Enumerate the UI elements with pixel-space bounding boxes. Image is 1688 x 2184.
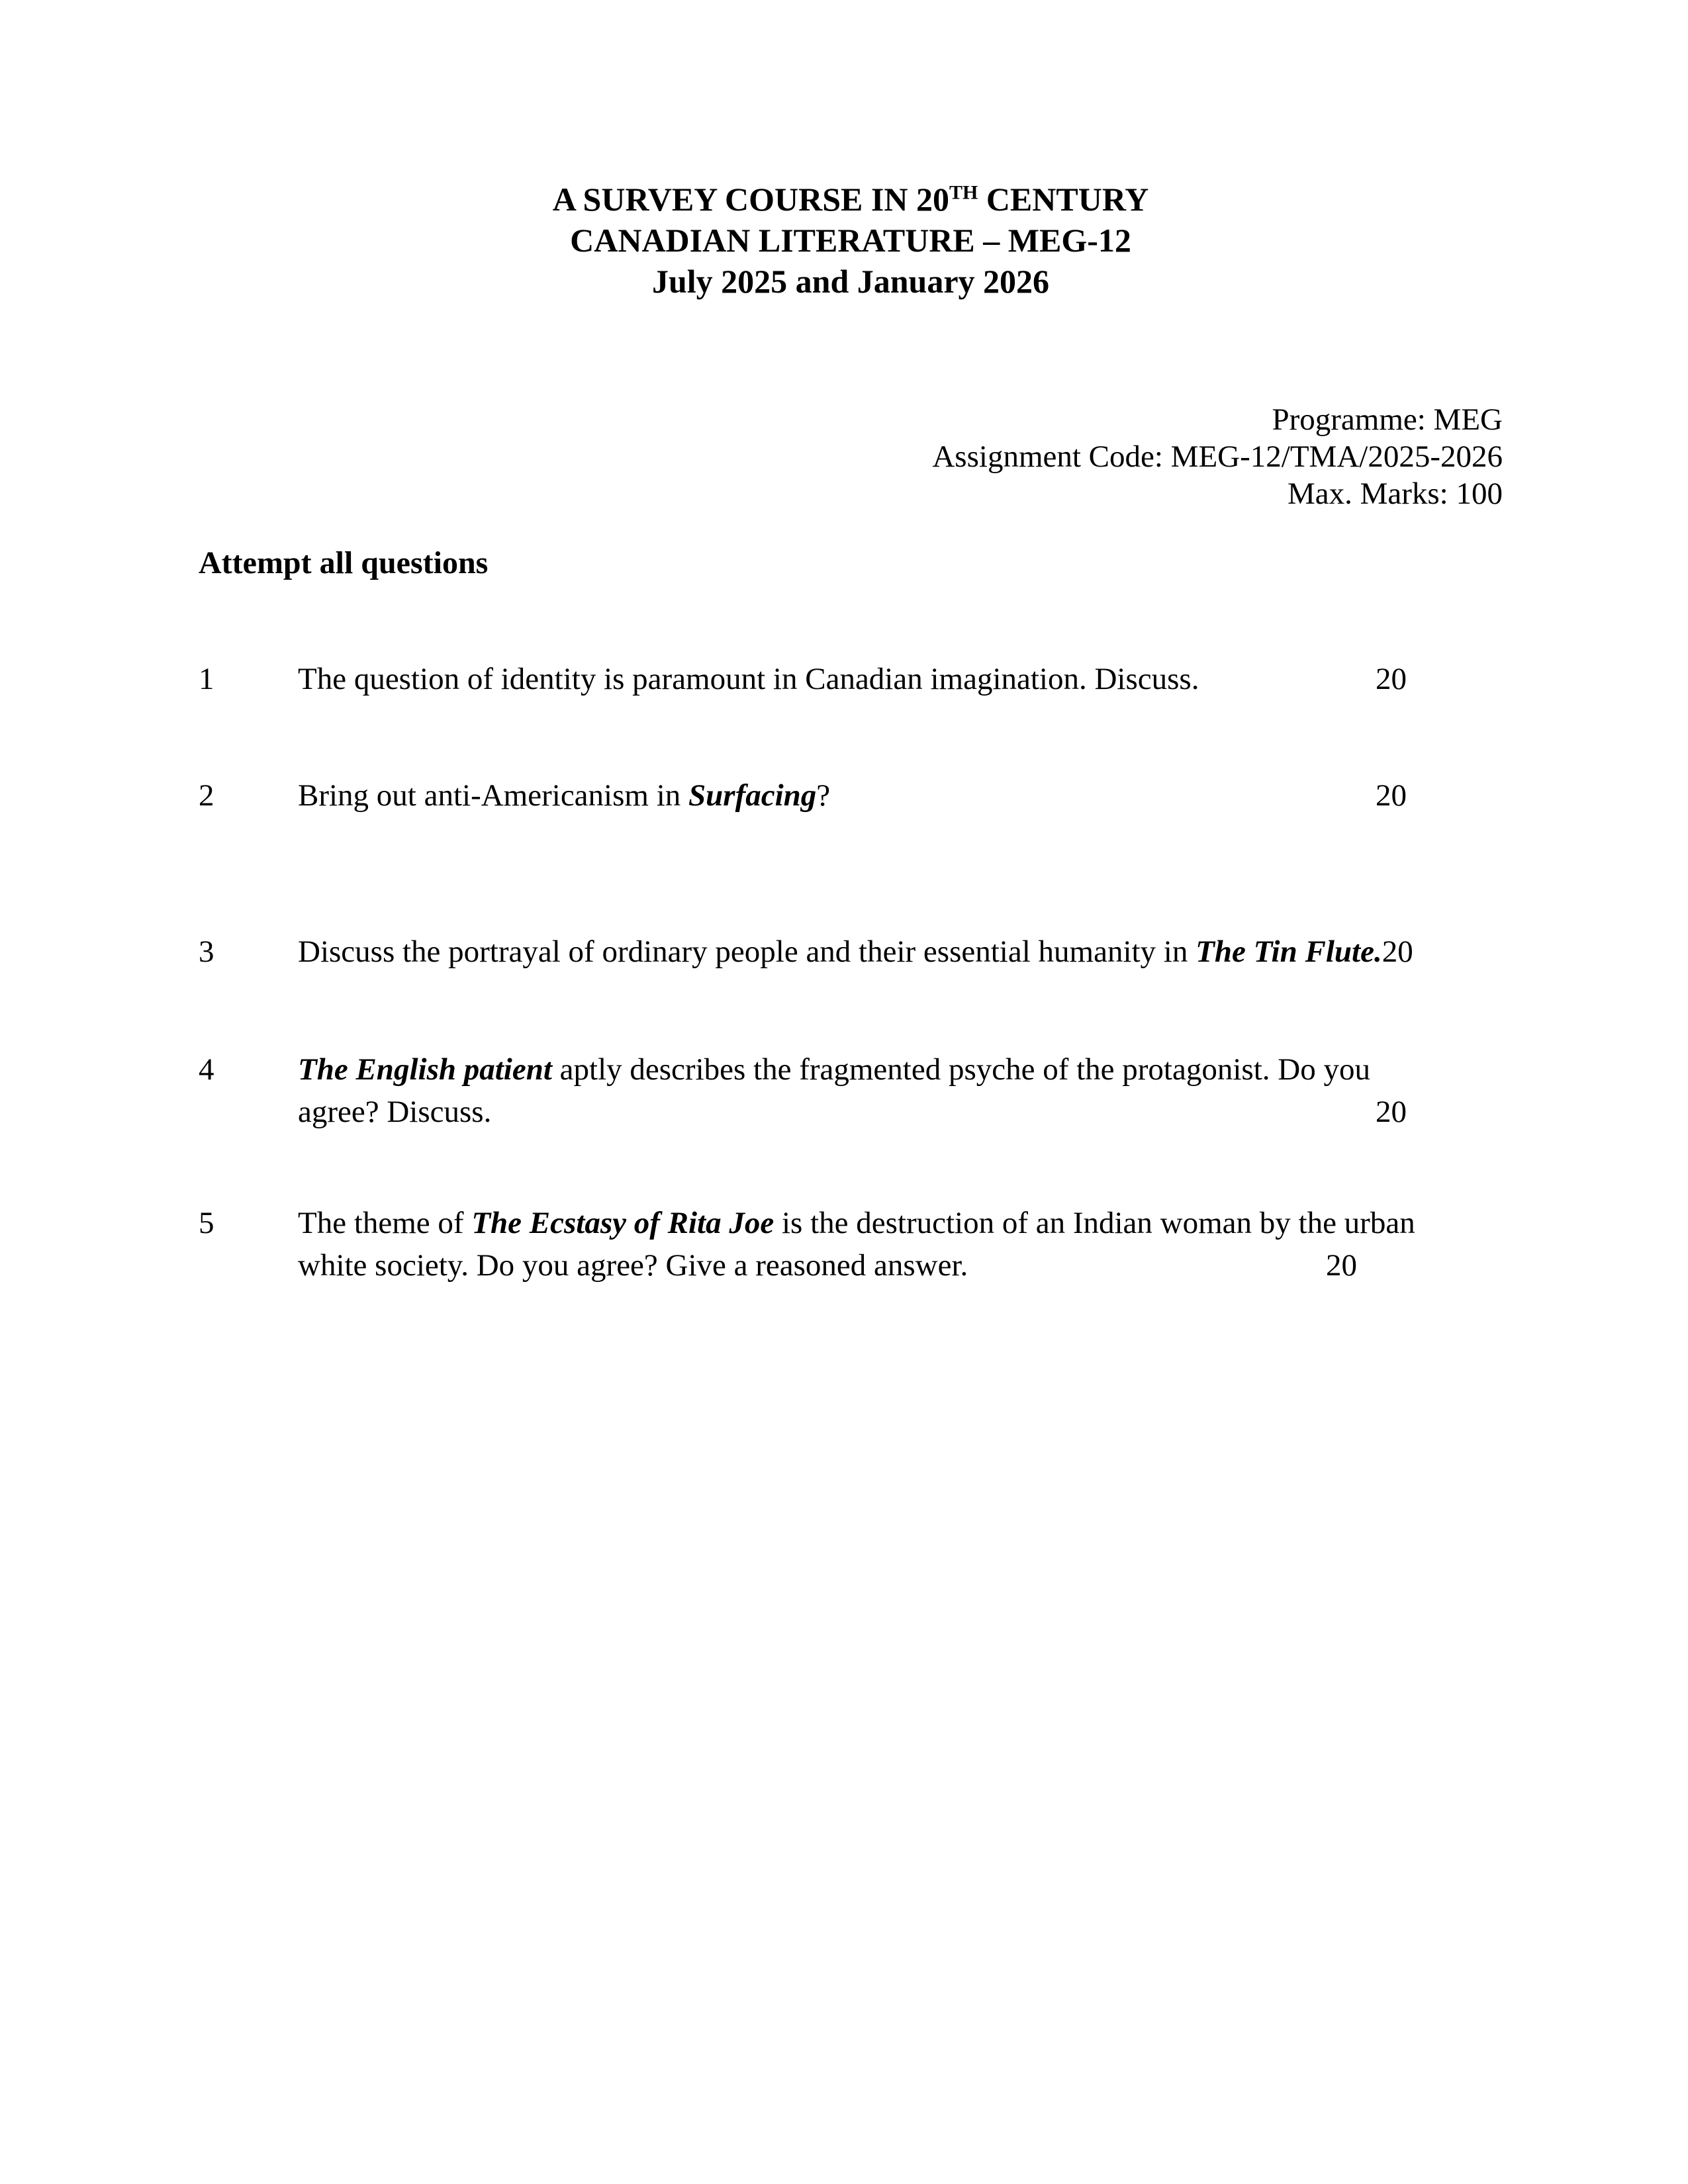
document-title: [199, 179, 1503, 302]
question-text: [298, 658, 1503, 700]
instruction-heading: Attempt all questions: [199, 545, 489, 580]
assignment-info-block: [199, 401, 1503, 512]
question-marks: 20: [1376, 662, 1407, 696]
question-row-4: [199, 1048, 1503, 1133]
text-segment: CANADIAN LITERATURE – MEG-12: [570, 222, 1131, 259]
question-number: 4: [199, 1052, 214, 1087]
text-segment: A SURVEY COURSE IN 20: [552, 181, 949, 218]
question-text: [298, 931, 1503, 973]
question-row-2: [199, 774, 1503, 817]
text-segment: aptly describes the fragmented psyche of the protagonist. Do you: [551, 1052, 1370, 1087]
question-row-5: [199, 1202, 1503, 1287]
question-text: [298, 1202, 1503, 1287]
text-segment: July 2025 and January 2026: [651, 263, 1050, 300]
text-segment: Bring out anti-Americanism in: [298, 778, 689, 813]
text-segment: CENTURY: [978, 181, 1149, 218]
question-text: [298, 774, 1503, 817]
text-segment: white society. Do you agree? Give a reasoned answer.: [298, 1248, 968, 1283]
assignment-code-line: Assignment Code: MEG-12/TMA/2025-2026: [932, 439, 1503, 474]
title-line-course: [199, 179, 1503, 220]
question-marks: 20: [1382, 934, 1413, 969]
title-line-subject-code: [199, 220, 1503, 261]
programme-line: Programme: MEG: [1272, 402, 1503, 437]
text-segment: agree? Discuss.: [298, 1095, 492, 1129]
book-title-segment: The English patient: [298, 1052, 552, 1087]
question-marks: 20: [1376, 778, 1407, 813]
question-row-3: [199, 931, 1503, 973]
question-number: 2: [199, 778, 214, 813]
text-segment: is the destruction of an Indian woman by the urban: [774, 1206, 1415, 1240]
question-number: 1: [199, 662, 214, 696]
text-segment: The question of identity is paramount in Canadian imagination. Discuss.: [298, 662, 1199, 696]
book-title-segment: The Tin Flute.: [1196, 934, 1382, 969]
max-marks-line: Max. Marks: 100: [1287, 477, 1503, 511]
question-marks: 20: [1326, 1248, 1357, 1283]
question-number: 3: [199, 934, 214, 969]
question-row-1: [199, 658, 1503, 700]
question-marks: 20: [1376, 1095, 1407, 1129]
superscript-segment: TH: [949, 181, 978, 204]
question-number: 5: [199, 1206, 214, 1240]
title-line-session: [199, 261, 1503, 302]
text-segment: The theme of: [298, 1206, 472, 1240]
question-text: [298, 1048, 1503, 1133]
book-title-segment: The Ecstasy of Rita Joe: [471, 1206, 774, 1240]
text-segment: Discuss the portrayal of ordinary people and their essential humanity in: [298, 934, 1196, 969]
book-title-segment: Surfacing: [688, 778, 817, 813]
text-segment: ?: [816, 778, 831, 813]
